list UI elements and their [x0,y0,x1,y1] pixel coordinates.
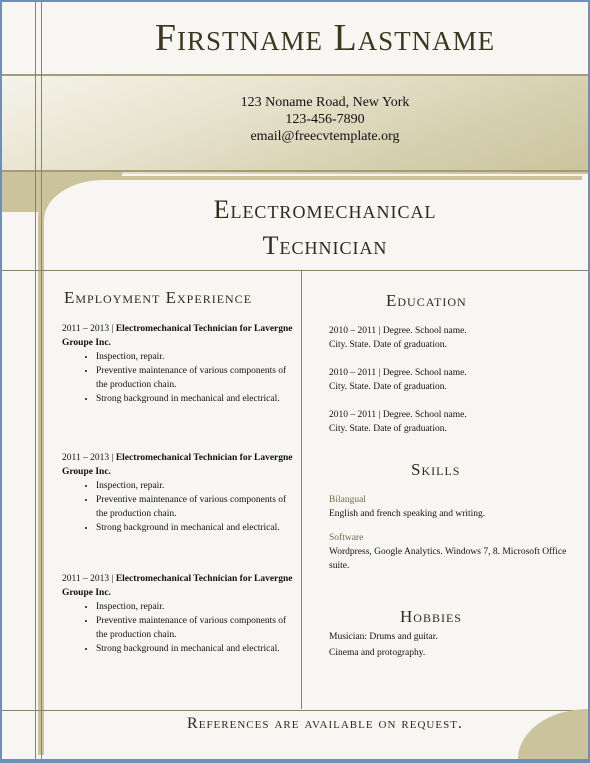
bullet-item: • Strong background in mechanical and electrical. [96,642,300,656]
bullet-item: • Inspection, repair. [96,479,300,493]
employment-entry [62,451,300,535]
left-rule-1 [35,2,36,759]
skills-list [329,493,569,583]
edu-degree: Degree. School name. [382,410,467,420]
skill-item [329,531,569,573]
skill-label: Bilangual [329,495,366,505]
entry-role: Electromechanical Technician for Lavergne Groupe Inc. [62,453,293,477]
skills-heading: Skills [411,460,461,479]
education-entry [329,408,569,436]
employment-heading: Employment Experience [64,288,253,307]
column-divider [301,270,302,709]
entry-bullets [62,350,300,406]
bullet-item: • Inspection, repair. [96,600,300,614]
entry-role: Electromechanical Technician for Lavergne Groupe Inc. [62,574,293,598]
education-list [329,324,569,450]
footer-divider [2,710,588,711]
edu-place: City. State. Date of graduation. [329,382,447,392]
employment-entry [62,572,300,656]
job-title-line2: Technician [262,231,388,260]
hobbies-heading: Hobbies [400,607,462,626]
phone: 123-456-7890 [285,112,365,127]
entry-date: 2011 – 2013 | [62,324,114,334]
education-entry [329,366,569,394]
hobby-item: Cinema and protography. [329,648,426,658]
bullet-item: • Inspection, repair. [96,350,300,364]
references-note: References are available on request. [187,715,463,732]
entry-date: 2011 – 2013 | [62,453,114,463]
edu-place: City. State. Date of graduation. [329,340,447,350]
resume-page [2,2,588,759]
edu-place: City. State. Date of graduation. [329,424,447,434]
hobbies-list [329,630,569,662]
job-title [62,192,588,264]
edu-degree: Degree. School name. [382,326,467,336]
entry-bullets [62,600,300,656]
candidate-name: Firstname Lastname [154,17,496,59]
education-heading: Education [386,291,467,310]
bullet-item: • Preventive maintenance of various components of the production chain. [96,364,300,392]
edu-date: 2010 – 2011 | [329,326,381,336]
bullet-item: • Preventive maintenance of various components of the production chain. [96,614,300,642]
employment-entry [62,322,300,406]
left-rule-2 [41,2,42,759]
bullet-item: • Strong background in mechanical and electrical. [96,521,300,535]
edu-date: 2010 – 2011 | [329,410,381,420]
skill-item [329,493,569,521]
edu-date: 2010 – 2011 | [329,368,381,378]
contact-info [62,94,588,145]
edu-degree: Degree. School name. [382,368,467,378]
email: email@freecvtemplate.org [250,129,400,144]
skill-label: Software [329,533,364,543]
entry-role: Electromechanical Technician for Lavergne Groupe Inc. [62,324,293,348]
skill-text: Wordpress, Google Analytics. Windows 7, 8. Microsoft Office suite. [329,547,567,571]
address: 123 Noname Road, New York [240,95,410,110]
hobby-item: Musician: Drums and guitar. [329,632,438,642]
education-entry [329,324,569,352]
section-divider [2,270,588,271]
bullet-item: • Preventive maintenance of various components of the production chain. [96,493,300,521]
entry-date: 2011 – 2013 | [62,574,114,584]
bullet-item: • Strong background in mechanical and electrical. [96,392,300,406]
skill-text: English and french speaking and writing. [329,509,486,519]
job-title-line1: Electromechanical [213,195,437,224]
entry-bullets [62,479,300,535]
